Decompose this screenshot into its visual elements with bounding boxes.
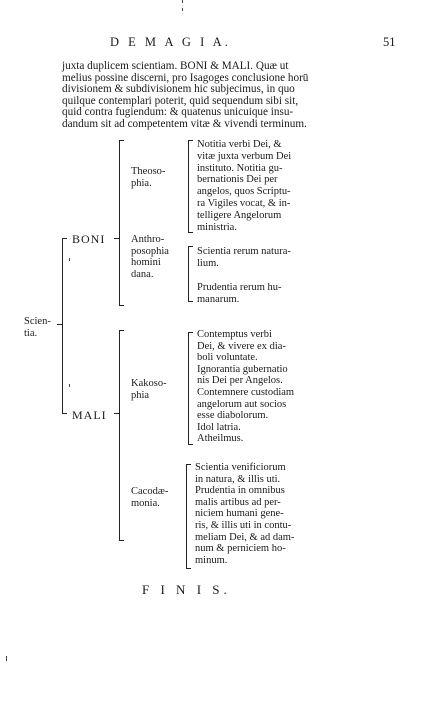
text-line: Notitia verbi Dei, & xyxy=(197,139,282,150)
bracket-tick xyxy=(119,140,124,141)
text-line: in natura, & illis uti. xyxy=(195,473,281,485)
label-line: Theoso- xyxy=(131,166,166,177)
text-line: bernationis Dei per xyxy=(197,174,278,186)
print-mark xyxy=(6,656,7,661)
text-line: esse diabolorum. xyxy=(197,410,269,422)
intro-line: divisionem & subdivisionem hic subjecimus, in quo xyxy=(62,83,295,96)
root-label-scientia xyxy=(24,316,51,340)
intro-line: quid contra fugiendum: & quatenus unicuique insu- xyxy=(62,106,294,119)
bracket-tick xyxy=(188,444,193,445)
cacodaemonia-bracket xyxy=(186,464,187,568)
bracket-tick xyxy=(119,330,124,331)
bracket-tick xyxy=(188,232,193,233)
text-line: angelos, quos Scriptu- xyxy=(197,186,291,198)
print-mark xyxy=(69,258,70,261)
label-line: posophia xyxy=(131,245,169,257)
text-line: ministria. xyxy=(197,221,237,233)
text-line: Prudentia in omnibus xyxy=(195,485,285,497)
bracket-tick xyxy=(186,568,191,569)
bracket-tick xyxy=(114,413,119,414)
mali-bracket xyxy=(119,330,120,540)
text-line: boli voluntate. xyxy=(197,352,258,364)
text-line: Scientia venificiorum xyxy=(195,462,286,473)
label-line: phia. xyxy=(131,177,152,189)
print-mark xyxy=(182,0,183,3)
text-line: instituto. Notitia gu- xyxy=(197,162,283,174)
label-line: homini xyxy=(131,257,161,268)
bracket-tick xyxy=(114,238,119,239)
kakosophia-bracket xyxy=(188,332,189,444)
mali-label: MALI xyxy=(72,408,107,422)
kakosophia-text xyxy=(197,329,294,445)
text-line: ris, & illis uti in contu- xyxy=(195,519,292,531)
text-line: lium. xyxy=(197,257,219,269)
bracket-tick xyxy=(188,246,193,247)
theosophia-label xyxy=(131,166,165,190)
bracket-tick xyxy=(188,301,193,302)
anthroposophia-bracket xyxy=(188,246,189,301)
theosophia-text xyxy=(197,139,291,233)
text-line: Prudentia rerum hu- xyxy=(197,282,282,293)
root-bracket xyxy=(62,238,63,413)
bracket-tick xyxy=(188,332,193,333)
label-line: phia xyxy=(131,389,150,401)
intro-line: quilque contemplari poterit, quid sequendum sibi sit, xyxy=(62,94,299,107)
text-line: vitæ juxta verbum Dei xyxy=(197,150,292,162)
theosophia-bracket xyxy=(188,140,189,232)
anthroposophia-label xyxy=(131,234,169,280)
text-line: Contemptus verbi xyxy=(197,329,272,340)
text-line: ra Vigiles vocat, & in- xyxy=(197,197,291,209)
boni-label: BONI xyxy=(72,232,106,246)
text-line: nis Dei per Angelos. xyxy=(197,375,283,387)
text-line: Dei, & vivere ex dia- xyxy=(197,340,286,352)
intro-line: dandum sit ad competentem vitæ & vivendi terminum. xyxy=(62,117,307,130)
bracket-tick xyxy=(57,324,62,325)
text-line: telligere Angelorum xyxy=(197,209,282,221)
bracket-tick xyxy=(188,140,193,141)
intro-line: juxta duplicem scientiam. BONI & MALI. Quæ ut xyxy=(62,60,289,72)
text-line: malis artibus ad per- xyxy=(195,496,281,508)
cacodaemonia-label xyxy=(131,486,168,510)
anthroposophia-text-1 xyxy=(197,246,291,270)
label-line: Kakoso- xyxy=(131,378,167,389)
boni-bracket xyxy=(119,140,120,305)
bracket-tick xyxy=(186,464,191,465)
text-line: Ignorantia gubernatio xyxy=(197,363,288,375)
bracket-tick xyxy=(62,413,67,414)
label-line: dana. xyxy=(131,268,154,280)
bracket-tick xyxy=(62,238,67,239)
text-line: angelorum aut socios xyxy=(197,398,287,410)
print-mark xyxy=(182,8,183,11)
running-header: D E M A G I A. xyxy=(110,35,231,49)
text-line: num & perniciem ho- xyxy=(195,543,286,555)
cacodaemonia-text xyxy=(195,462,294,566)
kakosophia-label xyxy=(131,378,167,402)
print-mark xyxy=(69,384,70,387)
label-line: Anthro- xyxy=(131,234,165,245)
text-line: Contemnere custodiam xyxy=(197,386,295,398)
anthroposophia-text-2 xyxy=(197,282,282,306)
finis-label: F I N I S. xyxy=(142,582,231,597)
root-label-line: Scien- xyxy=(24,316,51,327)
text-line: minum. xyxy=(195,554,228,566)
bracket-tick xyxy=(119,305,124,306)
text-line: meliam Dei, & ad dam- xyxy=(195,531,295,543)
bracket-tick xyxy=(119,540,124,541)
root-label-line: tia. xyxy=(24,327,38,339)
label-line: Cacodæ- xyxy=(131,486,169,497)
intro-paragraph xyxy=(62,61,322,131)
text-line: Scientia rerum natura- xyxy=(197,246,291,257)
text-line: Idol latria. xyxy=(197,421,241,433)
intro-line: melius possine discerni, pro Isagoges conclusione horū xyxy=(62,71,309,84)
page-number: 51 xyxy=(383,35,396,49)
text-line: manarum. xyxy=(197,293,240,305)
text-line: niciem humani gene- xyxy=(195,508,284,520)
text-line: Atheilmus. xyxy=(197,433,244,445)
label-line: monia. xyxy=(131,497,160,509)
